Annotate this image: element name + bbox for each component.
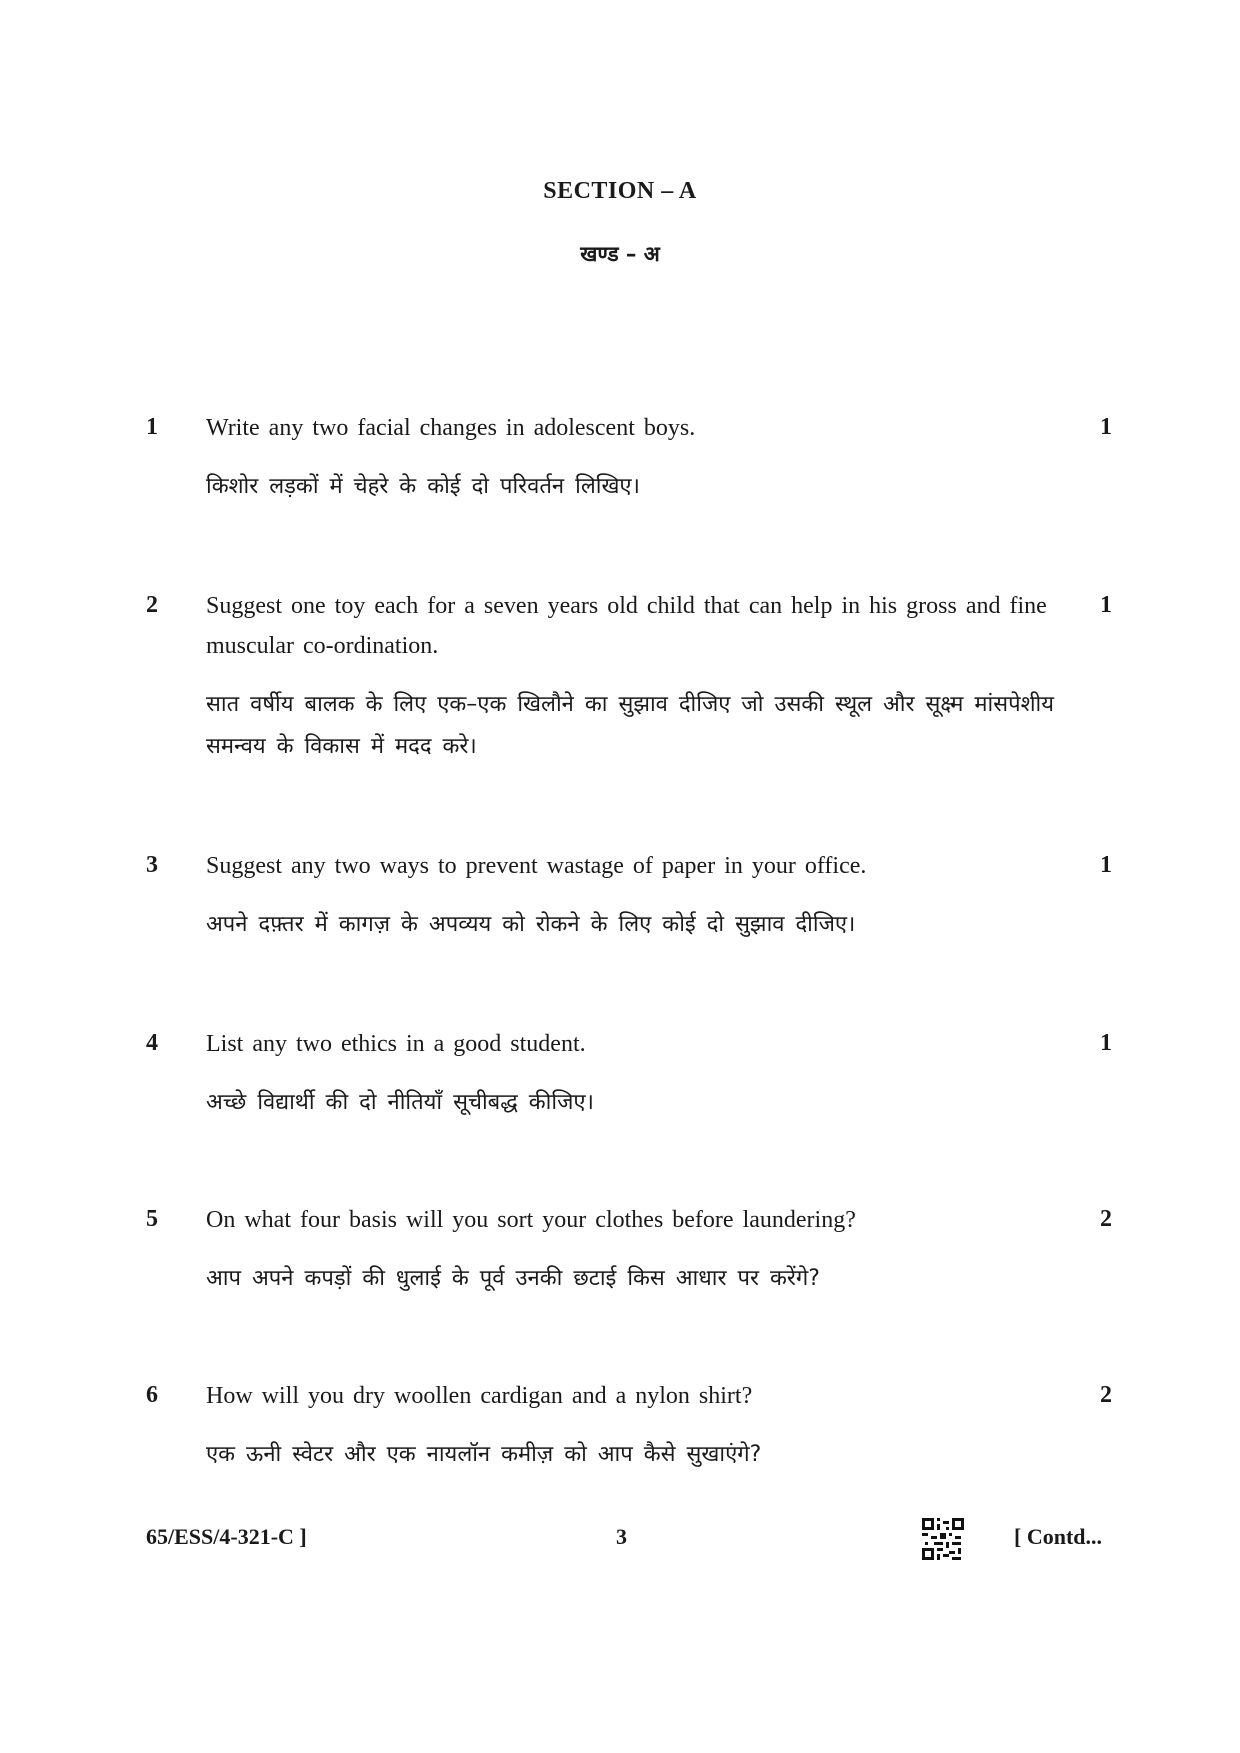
question-number: 1 (146, 414, 158, 440)
question-text-hindi: अपने दफ़्तर में कागज़ के अपव्यय को रोकने के लिए कोई दो सुझाव दीजिए। (206, 912, 856, 937)
qr-code-icon (922, 1518, 964, 1560)
question-text-english: How will you dry woollen cardigan and a nylon shirt? (206, 1383, 753, 1409)
question-marks: 2 (1100, 1206, 1112, 1232)
question-number: 4 (146, 1030, 158, 1056)
question-text-hindi: किशोर लड़कों में चेहरे के कोई दो परिवर्तन लिखिए। (206, 474, 640, 499)
question-text-english: On what four basis will you sort your clothes before laundering? (206, 1207, 856, 1233)
section-heading-hindi: खण्ड – अ (580, 242, 660, 266)
question-number: 3 (146, 852, 158, 878)
question-number: 5 (146, 1206, 158, 1232)
question-text-hindi: एक ऊनी स्वेटर और एक नायलॉन कमीज़ को आप कैसे सुखाएंगे? (206, 1442, 762, 1467)
question-text-english: Write any two facial changes in adolescent boys. (206, 415, 696, 441)
continued-label: [ Contd... (1014, 1524, 1103, 1549)
question-text-english: Suggest one toy each for a seven years old child that can help in his gross and fine muscular co-ordination. (206, 593, 1047, 659)
paper-code: 65/ESS/4-321-C ] (146, 1524, 307, 1549)
question-text-hindi: आप अपने कपड़ों की धुलाई के पूर्व उनकी छटाई किस आधार पर करेंगे? (206, 1266, 820, 1291)
question-marks: 1 (1100, 1030, 1112, 1056)
question-marks: 2 (1100, 1382, 1112, 1408)
question-text-hindi: सात वर्षीय बालक के लिए एक–एक खिलौने का सुझाव दीजिए जो उसकी स्थूल और सूक्ष्म मांसपेशीय समन्वय के विकास में मदद करे। (206, 692, 1054, 759)
question-marks: 1 (1100, 592, 1112, 618)
question-marks: 1 (1100, 414, 1112, 440)
question-number: 2 (146, 592, 158, 618)
question-text-english: Suggest any two ways to prevent wastage of paper in your office. (206, 853, 867, 879)
question-number: 6 (146, 1382, 158, 1408)
question-text-hindi: अच्छे विद्यार्थी की दो नीतियाँ सूचीबद्ध कीजिए। (206, 1090, 594, 1115)
section-heading: SECTION – A (543, 178, 697, 204)
page-number: 3 (616, 1524, 627, 1549)
question-marks: 1 (1100, 852, 1112, 878)
question-text-english: List any two ethics in a good student. (206, 1031, 586, 1057)
